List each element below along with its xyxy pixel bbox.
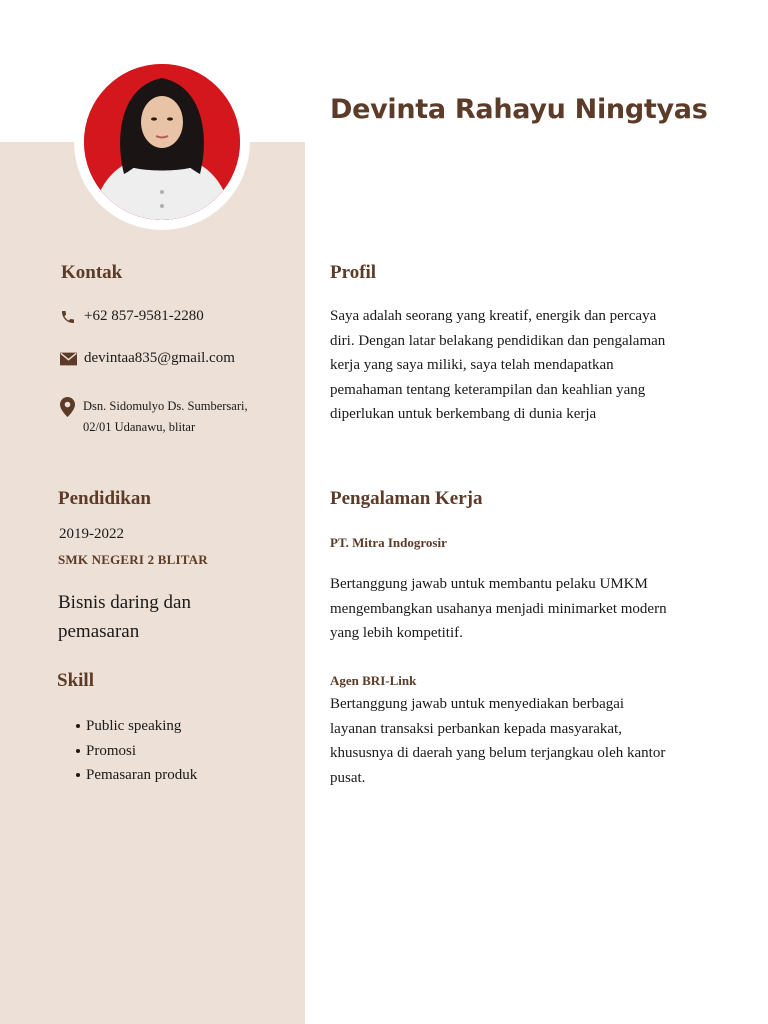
- skills-list: [58, 714, 197, 788]
- profile-line: diperlukan untuk berkembang di dunia kerja: [330, 406, 597, 422]
- job-title-2: Agen BRI-Link: [330, 673, 417, 688]
- major-line-1: Bisnis daring dan: [58, 592, 191, 613]
- contact-phone-row: [60, 306, 204, 326]
- skill-label: Pemasaran produk: [86, 767, 198, 783]
- skill-item: [58, 763, 197, 788]
- job-line: yang lebih kompetitif.: [330, 625, 463, 641]
- location-pin-icon: [60, 397, 75, 417]
- job-line: khususnya di daerah yang belum terjangkau oleh kantor: [330, 745, 666, 761]
- job-title-1: PT. Mitra Indogrosir: [330, 535, 447, 550]
- profile-line: Saya adalah seorang yang kreatif, energik dan percaya: [330, 308, 657, 324]
- profile-summary: [330, 304, 710, 427]
- mail-icon: [60, 352, 77, 366]
- experience-heading: Pengalaman Kerja: [330, 488, 483, 509]
- major-line-2: pemasaran: [58, 621, 140, 642]
- contact-heading: Kontak: [61, 262, 123, 283]
- school-name: SMK NEGERI 2 BLITAR: [58, 552, 208, 567]
- profile-heading: Profil: [330, 262, 377, 283]
- phone-number: +62 857-9581-2280: [84, 308, 204, 324]
- skill-item: [58, 714, 197, 739]
- education-heading: Pendidikan: [58, 488, 151, 509]
- address-line-1: Dsn. Sidomulyo Ds. Sumbersari,: [83, 399, 248, 413]
- phone-icon: [60, 309, 76, 325]
- job-line: mengembangkan usahanya menjadi minimarket modern: [330, 600, 667, 617]
- contact-email-row: [60, 348, 235, 368]
- address-block: [83, 396, 248, 438]
- skill-label: Public speaking: [86, 718, 182, 734]
- contact-address-row: [60, 396, 248, 438]
- email-address: devintaa835@gmail.com: [84, 350, 235, 366]
- sidebar-panel: [0, 142, 305, 1024]
- profile-line: kerja yang saya miliki, saya telah mendapatkan: [330, 357, 614, 373]
- skill-label: Promosi: [86, 742, 137, 759]
- skills-heading: Skill: [57, 670, 94, 691]
- job-line: Bertanggung jawab untuk menyediakan berbagai: [330, 696, 625, 712]
- education-years: 2019-2022: [59, 526, 124, 542]
- job-line: layanan transaksi perbankan kepada masyarakat,: [330, 720, 622, 737]
- address-line-2: 02/01 Udanawu, blitar: [83, 420, 196, 434]
- person-name: Devinta Rahayu Ningtyas: [330, 94, 708, 125]
- job-description-2: [330, 692, 710, 790]
- job-description-1: [330, 572, 710, 646]
- profile-line: pemahaman tentang keterampilan dan keahlian yang: [330, 381, 646, 398]
- portrait-illustration: [84, 64, 240, 220]
- profile-line: diri. Dengan latar belakang pendidikan dan pengalaman: [330, 332, 666, 349]
- job-line: pusat.: [330, 769, 366, 786]
- job-line: Bertanggung jawab untuk membantu pelaku UMKM: [330, 576, 648, 592]
- skill-item: [58, 739, 197, 764]
- profile-photo: [84, 64, 240, 220]
